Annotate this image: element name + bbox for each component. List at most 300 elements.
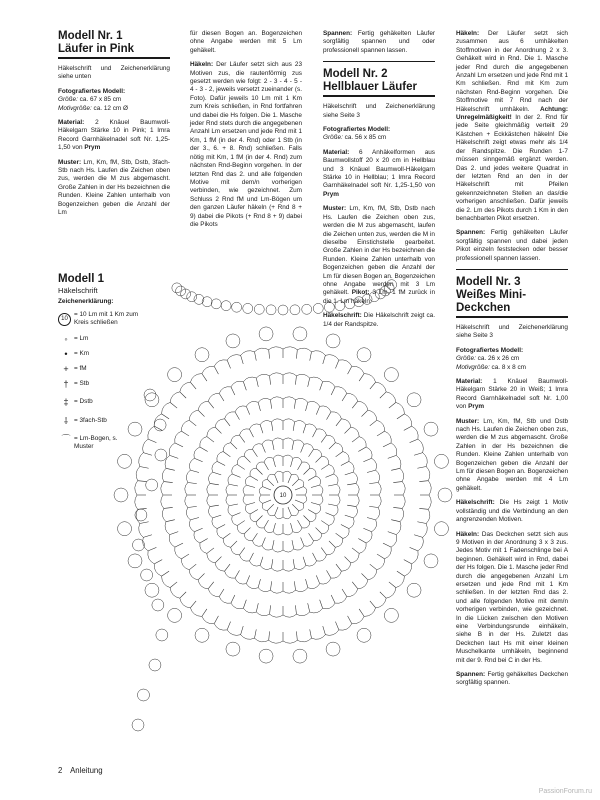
stitch-mark [293,422,294,431]
stitch-mark [188,506,197,507]
stitch-mark [264,520,269,528]
stretch-text: Fertig gehäkelten Läufer sorgfältig spannen und oder professionell spannen lassen. [323,30,435,54]
picot-loop [128,554,142,568]
stitch-mark [138,481,147,482]
stitch-mark [298,462,303,470]
stitch-mark [306,402,308,411]
chain-arc [217,452,223,462]
stitch-mark [231,541,237,547]
stitch-mark [316,456,322,462]
chain-arc [291,474,298,479]
stitch-mark [190,601,196,608]
picot-loop [335,301,345,311]
chain-arc [162,508,166,521]
stitch-mark [352,437,359,442]
stitch-mark [383,543,391,547]
stitch-mark [327,570,332,578]
stitch-mark [417,522,426,524]
chain-arc [310,608,323,613]
legend-title: Zeichenerklärung: [58,298,114,305]
chain-arc [426,509,430,523]
stitch-mark [388,532,396,535]
chain-arc [264,457,273,462]
material-label: Material: [58,119,85,127]
stitch-mark [377,431,385,436]
stitch-mark [256,516,262,522]
model-title: Hellblauer Läufer [323,81,435,97]
picot-loop [438,488,452,502]
stitch-mark [210,483,219,484]
pattern-text: Lm, Km, fM, Stb und Dstb nach Hs. Laufen die Zeichen oben zus, werden die M zus abgemascht. Große Zahlen in der Hs bezeichnen die Runden. Kleine Zahlen unterhalb von Bogenzeichen geben die Anzahl der Lm für diesen Bogen an. Bogenzeichen ohne Angabe werden mit 4 Lm gehäkelt. [456,417,568,492]
chain-arc [207,483,210,495]
stitch-mark [414,535,423,538]
stitch-mark [410,439,418,442]
stitch-mark [275,507,278,515]
chain-arc [325,630,339,635]
stitch-mark [323,626,326,635]
chain-arc [214,624,227,630]
stitch-mark [313,429,317,437]
chain-arc [219,387,231,394]
photo-label: Fotografiertes Modell: [323,126,391,134]
stitch-mark [308,476,316,481]
chain-arc [215,419,225,427]
chain-arc [299,479,304,486]
chain-arc [226,484,229,495]
chain-arc [320,578,331,584]
stitch-mark [260,557,263,566]
page-footer [58,766,109,775]
chain-arc [262,503,267,510]
stitch-mark [225,564,230,571]
picot-loop [324,302,334,312]
stitch-mark [143,535,152,538]
chain-arc [209,472,213,483]
stitch-mark [217,461,225,465]
chain-arc [385,431,392,443]
chain-arc [293,528,302,533]
stitch-mark [235,570,240,578]
picot-loop [146,479,158,491]
chain-arc [312,351,326,356]
picot-loop [144,389,156,401]
chain-arc [267,474,274,479]
chain-arc [165,522,170,535]
stitch-mark [244,456,250,462]
stitch-mark [341,525,349,529]
picot-loop [434,454,448,468]
chain-arc [250,468,256,476]
picot-loop [259,649,273,663]
chain-arc [376,470,380,482]
stitch-mark [352,401,358,408]
stitch-mark [217,525,225,529]
material-text: 1 Knäuel Baumwoll-Häkelgarn Stärke 20 in Weiß; 1 Imra Record Garnhäkelnadel soft Nr. 1,00 von [456,378,568,411]
chain-arc [235,578,246,584]
stitch-mark [202,609,207,616]
stitch-mark [303,557,306,566]
chain-arc [343,452,349,462]
chain-arc [310,514,316,522]
chain-arc [162,468,166,481]
stitch-mark [140,467,149,469]
stitch-mark [267,504,273,510]
stitch-mark [143,453,152,456]
stitch-mark [345,427,351,433]
chain-arc [246,401,258,406]
chain-arc [310,468,316,476]
chain-arc [283,549,294,552]
chain-arc [334,474,338,484]
material-brand: Prym [84,144,101,152]
chain-arc [283,397,296,400]
picot-loop [345,299,355,309]
chain-arc [317,555,327,561]
triple-treble-icon: ⸸ [63,415,69,426]
stitch-mark [188,482,197,483]
chain-arc [317,429,327,435]
stitch-mark [263,500,271,503]
stitch-mark [341,461,349,465]
stitch-mark [309,533,314,540]
stitch-mark [267,479,273,485]
stitch-mark [207,437,214,442]
chain-arc [386,588,396,599]
model-number: Modell Nr. 2 [323,68,388,81]
picot-loop [384,368,398,382]
chart-text: Die Häkelschrift zeigt ca. 1/4 der Randspitze. [323,312,435,328]
picot-loop [424,422,438,436]
chain-arc [232,464,238,474]
stitch-mark [246,485,255,487]
stretch-label: Spannen: [456,671,486,678]
stitch-mark [181,431,189,436]
chain-arc [139,524,144,538]
chain-arc [214,360,227,366]
chain-arc [264,528,273,533]
chain-arc [189,520,194,532]
stitch-mark [370,382,376,389]
chain-arc [186,508,190,520]
chain-arc [228,506,232,516]
stitch-mark [316,528,322,534]
stitch-mark [237,521,244,526]
stitch-mark [210,505,219,506]
chain-arc [385,547,392,559]
chain-arc [368,570,377,580]
chain-arc [244,534,252,541]
diagram-title: Modell 1 [58,273,105,285]
stitch-mark [258,402,260,411]
chain-arc [423,524,428,538]
stitch-mark [329,443,335,449]
stitch-mark [331,387,335,395]
chain-arc [320,406,331,412]
stitch-mark [370,601,376,608]
chain-arc [240,429,250,435]
chain-arc [223,539,231,548]
chain-arc [249,561,260,566]
stitch-mark [232,513,240,516]
stitch-mark [295,376,296,385]
stitch-mark [200,447,208,452]
stitch-mark [336,419,341,426]
stitch-mark [288,475,291,483]
material-brand: Prym [323,190,339,198]
chain-arc [283,568,295,571]
chain-arc [252,444,262,450]
chain-arc [237,526,244,534]
chain-arc [185,483,188,496]
stitch-mark [198,410,204,416]
chain-arc [428,481,431,495]
stitch-mark [189,564,196,570]
chain-arc [418,439,423,453]
chain-arc [207,427,215,437]
picot-loop [293,649,307,663]
stitch-mark [190,382,196,389]
picot-text: 3 Lm, 1 fM zurück in die 1. Lm häkeln. [323,289,435,305]
chain-arc [297,638,311,642]
slip-stitch-icon: • [64,348,68,359]
stitch-mark [223,452,230,457]
chain-arc [139,453,144,467]
chain-arc [294,546,304,550]
page-number: 2 [58,766,63,775]
stitch-mark [359,374,364,381]
chain-arc [295,421,306,425]
chain-arc [231,603,244,609]
chain-arc [396,522,401,535]
stitch-mark [336,564,341,571]
chain-arc [256,612,269,616]
chain-arc [314,534,322,541]
stitch-mark [255,629,257,638]
legend-text: = 10 Lm mit 1 Km zum Kreis schließen [74,311,139,327]
picot-loop [132,539,144,551]
chain-arc [352,616,364,623]
chain-arc [303,495,307,503]
stitch-mark [260,425,263,434]
ring-icon: 10 [58,313,71,326]
size-label: Größe: [323,134,343,142]
pattern-label: Muster: [456,417,480,425]
stitch-mark [311,503,320,505]
size-label: Größe: [456,355,476,363]
chain-arc [283,347,297,350]
chain-arc [271,590,284,593]
chain-arc [412,426,418,439]
stitch-mark [194,528,202,531]
model-title: Weißes Mini-Deckchen [456,289,568,318]
chain-arc [296,588,308,592]
stitch-mark [342,393,347,401]
stitch-mark [148,547,156,550]
chain-arc [241,351,255,356]
stitch-mark [250,510,258,515]
picot-loop [407,583,421,597]
chain-arc [223,443,231,452]
picot-loop [168,608,182,622]
stitch-mark [321,521,328,526]
stitch-mark [249,429,253,437]
picot-loop [254,304,264,314]
stitch-mark [345,472,354,475]
stitch-mark [352,548,359,553]
chain-arc [267,511,274,516]
chain-arc [275,471,283,475]
chain-arc [255,638,269,642]
stitch-mark [219,589,224,597]
stitch-mark [419,481,428,482]
chain-arc [245,505,250,514]
stitch-mark [295,487,303,490]
chain-arc [335,387,347,394]
chain-arc [341,419,351,427]
picot-loop [137,689,149,701]
chart-label: Häkelschrift: [456,499,495,507]
chain-arc [376,382,387,392]
chain-arc [418,537,423,551]
chain-arc [283,590,296,593]
chain-arc [240,555,250,561]
stitch-mark [241,355,244,364]
picot-loop [243,303,253,313]
stitch-mark [325,474,333,477]
chain-arc [227,630,241,635]
chain-arc [262,479,267,486]
picot-loop [266,305,276,315]
picot-loop [290,305,300,315]
stitch-mark [250,476,258,481]
size-label: Größe: [58,96,78,104]
stitch-mark [164,507,173,508]
stitch-mark [321,435,326,442]
stitch-mark [264,462,269,470]
chain-arc [402,495,405,508]
chain-arc [225,412,235,419]
picot-loop [145,583,159,597]
stitch-mark [232,474,240,477]
chain-arc [283,532,293,535]
chain-arc [235,406,246,412]
chain-arc [316,505,321,514]
picot-loop [278,305,288,315]
stitch-mark [244,528,250,534]
chain-arc [349,518,354,529]
motif-value: ca. 8 x 8 cm [491,363,526,371]
chain-arc [386,392,396,403]
stitch-mark [295,605,296,614]
chain-arc [314,449,322,456]
picot-loop [168,368,182,382]
stitch-mark [327,412,332,420]
stitch-mark [308,510,316,515]
picot-loop [155,449,167,461]
chain-arc [237,456,244,464]
picot-loop [387,280,397,290]
stitch-mark [345,515,354,518]
pattern-label: Muster: [58,158,82,166]
stitch-mark [313,553,317,561]
chain-arc [283,419,295,422]
stitch-mark [214,616,218,624]
chain-arc [231,435,240,443]
stitch-mark [273,523,275,532]
chain-arc [241,635,255,640]
chain-arc [273,455,283,458]
chain-arc [339,360,352,366]
stitch-mark [342,589,347,597]
chain-arc [366,447,372,458]
chain-arc [212,461,217,472]
chain-arc [258,588,270,592]
crochet-label: Häkeln: [456,30,480,37]
stitch-mark [246,406,249,414]
picot-loop [226,334,240,348]
stitch-mark [348,366,352,374]
motif-label: Motivgröße: [58,104,92,112]
stitch-mark [370,420,377,426]
stitch-mark [227,622,230,630]
chain-arc [337,484,340,495]
picot-loop [211,299,221,309]
stitch-mark [336,533,343,538]
stitch-mark [397,414,404,419]
stitch-mark [380,392,386,398]
stitch-mark [369,506,378,507]
chain-arc [347,393,358,401]
stitch-mark [358,447,366,452]
stitch-mark [306,579,308,588]
chain-arc [217,529,223,539]
watermark: PassionForum.ru [538,788,592,795]
chain-arc [366,532,372,543]
stitch-mark [154,426,162,430]
stitch-mark [246,503,255,505]
stitch-mark [309,449,314,456]
chain-arc [202,616,214,623]
stitch-mark [275,475,278,483]
chain-arc [377,420,385,431]
chain-arc [143,439,148,453]
material-label: Material: [323,148,350,156]
stitch-mark [249,553,253,561]
chain-arc [356,483,359,495]
stretch-label: Spannen: [456,229,486,237]
chain-arc [368,410,377,420]
chain-arc [295,565,306,569]
chain-arc [329,516,335,526]
stitch-mark [391,468,400,470]
stitch-mark [335,360,338,368]
chain-arc [359,543,366,553]
stitch-mark [269,350,270,359]
stitch-mark [352,582,358,589]
chain-arc [339,624,352,630]
chain-arc [194,532,200,543]
legend-text: = Dstb [74,398,93,406]
chain-arc [181,559,189,570]
chain-arc [198,580,208,589]
chain-arc [283,614,296,617]
intro-text: Häkelschrift und Zeichenerklärung siehe Seite 3 [323,103,435,119]
chain-arc [231,381,244,387]
stitch-mark [256,468,262,474]
stitch-mark [363,458,371,461]
crochet-text: Der Läufer setzt sich aus 23 Motiven zus, die rautenförmig zus gesetzt werden wie folgt: 2 - 3 - 4 - 5 - 4 - 3 - 2, jeweils versetzt zueinander (s. Foto). Dafür jeweils 10 Lm mit 1 Km zum Kreis schließen, in Rnd fortfahren und dabei die Hs folgen. Die 1. Masche jeder Rnd stets durch die angegebenen Anzahl Lm ersetzen und jede Rnd mit 1 Km, 1 fM (in der 4. Rnd) oder 1 Stb (in der 3., 6. + 8. Rnd) schließen. Falls nötig mit Km, 1 fM (in der 4. Rnd) zum nächsten Rnd-Beginn vorgehen. In der letzten Rnd das 2. und alle folgenden Motive mit dem/n vorherigen verbinden, wie gezeichnet. Zum Schluss 2 Rnd fM und Lm-Bögen um den ganzen Läufer häkeln (+ Rnd 8 + 9) dabei die Pikots (+ Rnd 8 + 9) dabei die Pikots [190,61,302,228]
chain-arc [352,366,364,373]
